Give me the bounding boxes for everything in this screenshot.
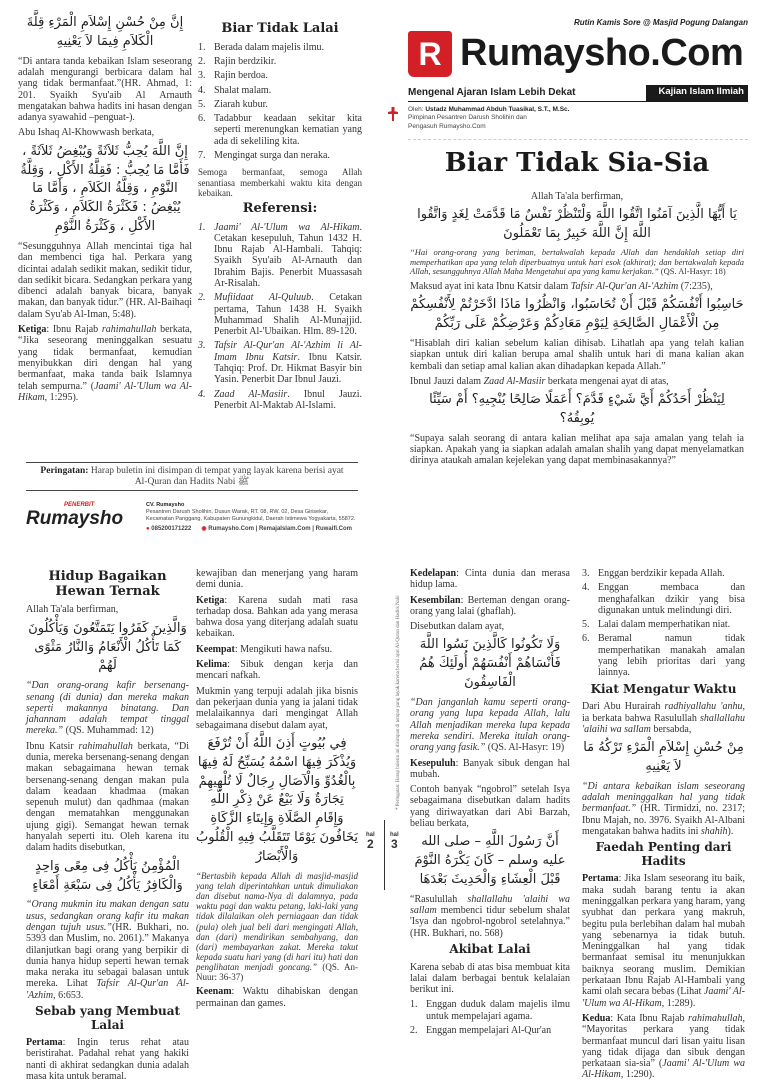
paragraph: Pertama: Jika Islam seseorang itu baik, maka sudah barang tentu ia akan meninggalkan perkara yang haram, yang syubhat dan perkara yang makruh, begitu pula berlebihan dalam hal mubah yang sebenarnya ia tidak butuh. Meninggalkan hal yang tidak bermanfaat semisal itu menunjukkan baiknya seorang muslim. Demikian perkataan Ibnu Rajab Al-Hambali yang kami olah secara bebas (Lihat Jaami' Al-'Ulum wa Al-Hikam, 1:289).	[582, 873, 746, 1009]
hadith-arabic: الْمُؤْمِنُ يَأْكُلُ فِى مِعًى وَاحِدٍ وَالْكَافِرُ يَأْكُلُ فِى سَبْعَةِ أَمْعَاءٍ	[32, 858, 183, 893]
paragraph: Ketiga: Karena sudah mati rasa terhadap dosa. Bahkan ada yang merasa bahwa dosa yang diterjang adalah suatu kebaikan.	[196, 594, 358, 640]
globe-icon: ◉	[201, 526, 207, 533]
hadith-translation: “Rasulullah shallallahu 'alaihi wa sallam membenci tidur sebelum shalat 'Isya dan ngobrol-ngobrol setelahnya.” (HR. Bukhari, no. 568)	[410, 893, 570, 939]
phone-icon: ●	[146, 526, 150, 533]
divider	[408, 139, 748, 140]
page3-col1	[410, 568, 570, 1039]
list-item: 1. Berada dalam majelis ilmu.	[198, 41, 324, 53]
paragraph: Ibnul Jauzi dalam Zaad Al-Masiir berkata mengenai ayat di atas,	[410, 375, 669, 387]
ayat-translation: “Dan janganlah kamu seperti orang-orang yang lupa kepada Allah, lalu Allah menjadikan mereka lupa kepada mereka sendiri. Mereka itulah orang-orang yang fasik.” (QS. Al-Hasyr: 19)	[410, 697, 570, 754]
akibat-list-continued	[582, 568, 745, 679]
closing-text: Semoga bermanfaat, semoga Allah senantiasa memberkahi waktu kita dengan kebaikan.	[198, 167, 362, 198]
reference-item: 1. Jaami' Al-'Ulum wa Al-Hikam. Cetakan kesepuluh, Tahun 1432 H. Ibnu Rajab Al-Hambali. Tahqiq: Syaikh Syu'aib Al-Arnauth dan Ibrahim Bajis. Penerbit Muassasah Ar-Risalah.	[198, 221, 362, 289]
list-item: 1. Enggan duduk dalam majelis ilmu untuk mempelajari agama.	[410, 999, 570, 1022]
quote-arabic: إِنَّ اللَّهَ يُحِبُّ ثَلاَثَةً وَيُبْغِضُ ثَلاَثَةً ، فَأَمَّا مَا يُحِبُّ : فَقِلَّةُ الأَكْلِ ، وَقِلَّةُ النَّوْمِ ، وَقِلَّةُ الكَلاَمِ ، وَأَمَّا مَا يُبْغِضُ : فَكَثْرَةُ الكَلاَمِ ، وَكَثْرَةُ الأَكْلِ ، وَكَثْرَةُ النَّوْمِ	[20, 143, 190, 235]
quote-translation: “Supaya salah seorang di antara kalian melihat apa saja amalan yang telah ia siapkan. Apakah yang ia siapkan adalah amalan shalih yang dapat menyelamatkan dirinya ataukah amalan kejelekan yang dapat membinasakannya?”	[410, 432, 744, 467]
hadith-arabic: إِنَّ مِنْ حُسْنِ إِسْلاَمِ الْمَرْءِ قِلَّةَ الْكَلاَمِ فِيمَا لاَ يَعْنِيهِ	[26, 15, 184, 49]
warning-label: Peringatan:	[40, 466, 89, 476]
author-block: Oleh: Ustadz Muhammad Abduh Tuasikal, S.T., M.Sc. Pimpinan Pesantren Darush Sholihin dan Pengasuh Rumaysho.Com	[408, 106, 748, 131]
tips-list	[198, 42, 362, 162]
paragraph: Kesepuluh: Banyak sibuk dengan hal mubah.	[410, 757, 570, 780]
list-item: 7. Mengingat surga dan neraka.	[198, 150, 330, 162]
middle-top-column	[198, 20, 362, 414]
brand-name: Rumaysho.Com	[460, 32, 744, 75]
quote-translation: “Hisablah diri kalian sebelum kalian dihisab. Lihatlah apa yang telah kalian siapkan untuk diri kalian berupa amal shalih untuk hari di mana kalian akan kembali dan setiap amal kalian akan dihadapkan kepada Allah.”	[410, 337, 744, 372]
list-item: 2. Rajin berdzikir.	[198, 55, 277, 67]
publisher-address: Pesantren Darush Sholihin, Dusun Warak, RT. 08, RW. 02, Desa Girisekar, Kecamatan Panggang, Kabupaten Gunungkidul, Daerah Istimewa Yogyakarta, 55872.	[146, 509, 356, 523]
logo-icon: R	[408, 31, 452, 77]
list-item: 2. Enggan mempelajari Al-Qur'an	[410, 1025, 552, 1037]
reference-item: 3. Tafsir Al-Qur'an Al-'Azhim li Al-Imam Ibnu Katsir. Ibnu Katsir. Tahqiq: Prof. Dr. Hikmat Basyir bin Yasin. Penerbit Dar Ibnul Jauzi.	[198, 340, 362, 386]
author-name: Ustadz Muhammad Abduh Tuasikal, S.T., M.Sc.	[425, 106, 570, 114]
text: : Ibnu Rajab	[46, 324, 102, 336]
page-number-3: hal 3	[390, 832, 399, 851]
category-badge: Kajian Islam Ilmiah	[646, 85, 748, 101]
side-warning: * Peringatan: Harap buletin ini disimpan di tempat yang layak karena berisi ayat Al-Quran dan Hadits Nabi	[396, 595, 401, 810]
list-item: 4. Enggan membaca dan menghafalkan dzikir yang bisa digunakan untuk melindungi diri.	[582, 582, 745, 616]
list-item: 4. Shalat malam.	[198, 84, 272, 96]
list-item: 6. Beramal namun tidak memperhatikan manakah amalan yang lebih prioritas dari yang lainnya.	[582, 633, 745, 679]
quote-arabic: لِيَنْظُرْ أَحَدُكُمْ أَيَّ شَيْءٍ قَدَّمَ؟ أَعَمَلًا صَالِحًا يُنْجِيهِ؟ أَمْ سَيِّئًا يُوبِقُهُ؟	[429, 392, 725, 426]
reference-item: 2. Mufiidaat Al-Quluub. Cetakan pertama, Tahun 1438 H. Syaikh Muhammad Shalih Al-Munajjid. Penerbit Al-'Ubaikan. Hlm. 89-120.	[198, 292, 362, 338]
divider	[384, 820, 385, 890]
paragraph: Abu Ishaq Al-Khowwash berkata,	[18, 127, 155, 139]
paragraph: Disebutkan dalam ayat,	[410, 621, 505, 633]
tagline: Rutin Kamis Sore @ Masjid Pogung Dalangan	[573, 18, 748, 27]
list-item: 5. Lalai dalam memperhatikan niat.	[582, 619, 731, 631]
intro: Allah Ta'ala berfirman,	[26, 604, 119, 616]
hadith-translation: “Di antara tanda kebaikan Islam seseorang adalah mengurangi berbicara dalam hal yang tidak bermanfaat.”(HR. Ahmad, 1: 201. Syaikh Syu'aib Al Arnauth mengatakan bahwa hadits ini hasan dengan adanya syawahid –penguat-).	[18, 55, 192, 124]
section-heading: Akibat Lalai	[449, 942, 531, 956]
phone: ● 085200171222	[146, 526, 192, 533]
text: berkata, “Jika seseorang meninggalkan sesuatu yang tidak bermanfaat, kemudian menyibukkan diri dengan hal yang bermanfaat, maka tanda baik Islamnya telah sempurna.” (	[18, 324, 192, 392]
hadith-arabic: مِنْ حُسْنِ إِسْلاَمِ الْمَرْءِ تَرْكُهُ مَا لاَ يَعْنِيهِ	[583, 740, 744, 774]
references-heading: Referensi:	[242, 200, 318, 216]
text: rahimahullah	[101, 324, 157, 336]
masthead	[408, 18, 748, 140]
ayat-arabic: فِي بُيُوتٍ أَذِنَ اللَّهُ أَنْ تُرْفَعَ وَيُذْكَرَ فِيهَا اسْمُهُ يُسَبِّحُ لَهُ فِيهَا بِالْغُدُوِّ وَالْآصَالِ رِجَالٌ لَا تُلْهِيهِمْ تِجَارَةٌ وَلَا بَيْعٌ عَنْ ذِكْرِ اللَّهِ وَإِقَامِ الصَّلَاةِ وَإِيتَاءِ الزَّكَاةِ يَخَافُونَ يَوْمًا تَتَقَلَّبُ فِيهِ الْقُلُوبُ وَالْأَبْصَارُ	[196, 735, 358, 864]
author-role: Pengasuh Rumaysho.Com	[408, 122, 486, 130]
ayat-translation: “Dan orang-orang kafir bersenang-senang (di dunia) dan mereka makan seperti makannya binatang. Dan jahannam adalah tempat tinggal mereka.” (QS. Muhammad: 12)	[26, 680, 189, 737]
text: Jaami' Al-'Ulum wa Al-Hikam	[18, 380, 192, 403]
section-heading: Hidup Bagaikan Hewan Ternak	[48, 569, 167, 599]
reference-item: 4. Zaad Al-Masiir. Ibnul Jauzi. Penerbit Al-Maktab Al-Islami.	[198, 388, 362, 411]
page-number-2: hal 2	[366, 832, 375, 851]
hadith-arabic: أَنَّ رَسُولَ اللَّهِ – صلى الله عليه وسلم – كَانَ يَكْرَهُ النَّوْمَ قَبْلَ الْعِشَاءِ وَالْحَدِيثَ بَعْدَهَا	[414, 834, 566, 887]
quote-translation: “Sesungguhnya Allah mencintai tiga hal dan membenci tiga hal. Perkara yang dicintai adalah sedikit makan, sedikit tidur, dan sedikit bicara. Sedangkan perkara yang dibenci adalah banyak bicara, banyak makan, dan banyak tidur.” (HR. Al-Baihaqi dalam Syu'ab Al-Iman, 5:48).	[18, 240, 192, 320]
warning-text: Harap buletin ini disimpan di tempat yang layak karena berisi ayat Al-Quran dan Hadits Nabi ﷺ	[88, 466, 344, 487]
list-item: 3. Rajin berdoa.	[198, 70, 268, 82]
quote-arabic: حَاسِبُوا أَنْفُسَكُمْ قَبْلَ أَنْ تُحَاسَبُوا، وَانْظُرُوا مَاذَا ادَّخَرْتُمْ لِأَنْفُسِكُمْ مِنَ الْأَعْمَالِ الصَّالِحَةِ لِيَوْمِ مَعَادِكُمْ وَعَرْضِكُمْ عَلَى رَبِّكُمْ	[410, 297, 744, 332]
paragraph-ketiga	[18, 324, 192, 403]
label: Ketiga	[18, 324, 47, 336]
paragraph: Maksud ayat ini kata Ibnu Katsir dalam Tafsir Al-Qur'an Al-'Azhim (7:235),	[410, 280, 713, 292]
ayat-arabic: يَا أَيُّهَا الَّذِينَ آمَنُوا اتَّقُوا اللَّهَ وَلْتَنْظُرْ نَفْسٌ مَا قَدَّمَتْ لِغَدٍ وَاتَّقُوا اللَّهَ إِنَّ اللَّهَ خَبِيرٌ بِمَا تَعْمَلُونَ	[417, 207, 737, 242]
speaker-icon	[388, 107, 398, 121]
hadith-translation: “Di antara kebaikan islam seseorang adalah meninggalkan hal yang tidak bermanfaat.” (HR. Tirmidzi, no. 2317; Ibnu Majah, no. 3976. Syaikh Al-Albani mengatakan bahwa hadits ini shahih).	[582, 780, 745, 837]
author-role: Pimpinan Pesantren Darush Sholihin dan	[408, 114, 527, 122]
paragraph: Contoh banyak “ngobrol” setelah Isya sebagaimana disebutkan dalam hadits yang diriwayatkan dari Abi Barzah, beliau berkata,	[410, 784, 570, 829]
article-title: Biar Tidak Sia-Sia	[444, 148, 710, 178]
section-heading: Kiat Mengatur Waktu	[590, 681, 737, 696]
list-item: 6. Tadabbur keadaan sekitar kita seperti merenungkan kematian yang ada di sekeliling kita.	[198, 113, 362, 147]
main-article	[410, 148, 744, 471]
page3-col2	[582, 568, 745, 1085]
list-item: 3. Enggan berdzikir kepada Allah.	[582, 568, 725, 579]
paragraph: Kedelapan: Cinta dunia dan merasa hidup lama.	[410, 568, 570, 591]
publisher-logo: PENERBIT Rumaysho	[26, 502, 124, 529]
intro: Allah Ta'ala berfirman,	[530, 191, 624, 203]
publisher-name: CV. Rumaysho	[146, 502, 185, 508]
section-heading: Sebab yang Membuat Lalai	[34, 1004, 181, 1032]
footer-warning	[26, 462, 358, 491]
paragraph: kewajiban dan menerjang yang haram demi dunia.	[196, 568, 358, 591]
paragraph: Dari Abu Hurairah radhiyallahu 'anhu, ia berkata bahwa Rasulullah shallallahu 'alaihi wa sallam bersabda,	[582, 701, 745, 735]
page2-col2	[196, 568, 358, 1013]
ayat-arabic: وَلَا تَكُونُوا كَالَّذِينَ نَسُوا اللَّهَ فَأَنْسَاهُمْ أَنْفُسَهُمْ أُولَئِكَ هُمُ الْفَاسِقُونَ	[419, 637, 561, 691]
paragraph: Keenam: Waktu dihabiskan dengan permainan dan games.	[196, 986, 358, 1009]
subtitle: Mengenal Ajaran Islam Lebih Dekat	[408, 87, 576, 99]
list-item: 5. Ziarah kubur.	[198, 98, 268, 110]
references-list	[198, 222, 362, 412]
paragraph: Kelima: Sibuk dengan kerja dan mencari nafkah.	[196, 659, 358, 682]
section-heading: Faedah Penting dari Hadits	[595, 840, 732, 868]
left-top-column	[18, 12, 192, 407]
akibat-list	[410, 999, 570, 1036]
ayat-translation: “Hai orang-orang yang beriman, bertakwalah kepada Allah dan hendaklah setiap diri memperhatikan apa yang telah diperbuatnya untuk hari esok (akhirat); dan bertakwalah kepada Allah, sesungguhnya Allah Maha Mengetahui apa yang kamu kerjakan.” (QS. Al-Hasyr: 18)	[410, 247, 744, 277]
paragraph: Keempat: Mengikuti hawa nafsu.	[196, 643, 333, 655]
ayat-arabic: وَالَّذِينَ كَفَرُوا يَتَمَتَّعُونَ وَيَأْكُلُونَ كَمَا تَأْكُلُ الْأَنْعَامُ وَالنَّارُ مَثْوًى لَهُمْ	[28, 620, 187, 674]
paragraph: Mukmin yang terpuji adalah jika bisnis dan pekerjaan dunia yang ia jalani tidak melalaikannya dari mengingat Allah sebagaimana disebut dalam ayat,	[196, 685, 358, 731]
ayat-translation: “Bertasbih kepada Allah di masjid-masjid yang telah diperintahkan untuk dimuliakan dan disebut nama-Nya di dalamnya, pada waktu pagi dan waktu petang, laki-laki yang tidak dilalaikan oleh perniagaan dan tidak (pula) oleh jual beli dari mengingati Allah, dan (dari) mendirikan sembahyang, dan (dari) membayarkan zakat. Mereka takut kepada suatu hari yang (di hari itu) hati dan penglihatan menjadi goncang.” (QS. An-Nuur: 36-37)	[196, 870, 358, 983]
page2-col1	[26, 568, 189, 1086]
text: , 1:295).	[44, 391, 79, 403]
paragraph: Ibnu Katsir rahimahullah berkata, “Di dunia, mereka bersenang-senang dengan makan sebagaimana hewan ternak bersenang-senang dengan makan pula dalam keadaan khadmaa (makan sepenuh mulut) dan qadhmaa (makan dengan mematahkan menggunakan ujung gigi). Semangat hewan ternak hanyalah seperti itu. Oleh karena itu dalam hadits disebutkan,	[26, 740, 189, 854]
hadith-translation: “Orang mukmin itu makan dengan satu usus, sedangkan orang kafir itu makan dengan tujuh usus.”(HR. Bukhari, no. 5393 dan Muslim, no. 2061).” Makanya dilanjutkan bagi orang yang berpikir di dunia hanya hidup seperti hewan ternak maka neraka itu sebagai balasan untuk mereka. Lihat Tafsir Al-Qur'an Al-'Azhim, 6:653.	[26, 899, 189, 1001]
websites[interactable]: ◉ Rumaysho.Com | RemajaIslam.Com | Ruwaifi.Com	[201, 526, 352, 533]
paragraph: Pertama: Ingin terus rehat atau beristirahat. Padahal rehat yang hakiki nanti di akhirat sedangkan dunia adalah masa kita untuk beramal.	[26, 1037, 189, 1082]
paragraph: Karena sebab di atas bisa membuat kita lalai dalam berbagai bentuk kelalaian berikut ini.	[410, 961, 570, 996]
section-heading: Biar Tidak Lalai	[221, 21, 339, 36]
publisher-block	[26, 502, 366, 534]
paragraph: Kedua: Kata Ibnu Rajab rahimahullah, “Mayoritas perkara yang tidak bermanfaat muncul dari lisan yaitu lisan yang tidak dijaga dan sibuk dengan perkataan sia-sia” (Jaami' Al-'Ulum wa Al-Hikam, 1:290).	[582, 1012, 745, 1081]
paragraph: Kesembilan: Berteman dengan orang-orang yang lalai (ghaflah).	[410, 594, 570, 617]
